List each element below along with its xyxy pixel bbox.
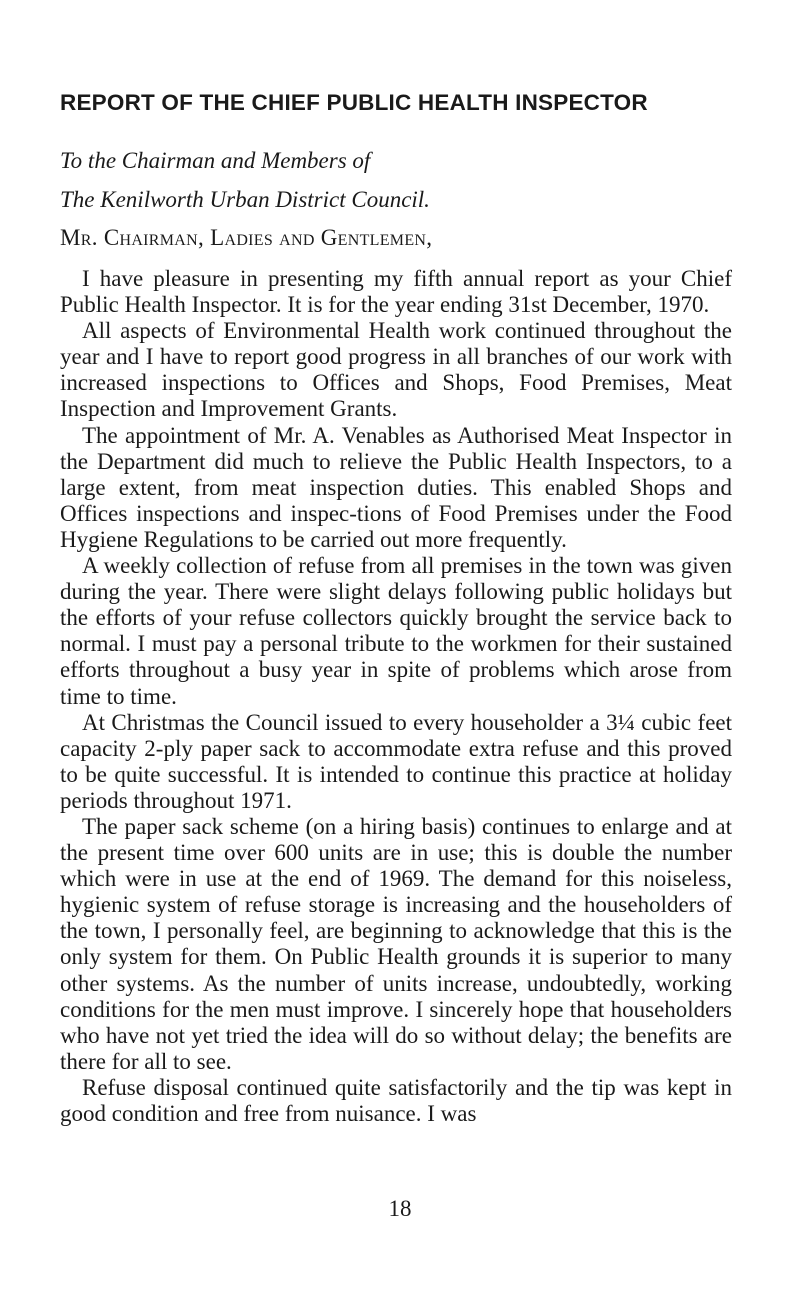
addressee-line-2: The Kenilworth Urban District Council.: [60, 187, 430, 212]
paragraph-christmas-sacks: At Christmas the Council issued to every householder a 3¼ cubic feet capacity 2-ply paper sack to accommodate extra refuse and this proved to be quite successful. It is intended to continue this practice at holiday periods throughout 1971.: [60, 709, 732, 813]
paragraph-meat-inspector: The appointment of Mr. A. Venables as Authorised Meat Inspector in the Department did much to relieve the Public Health Inspectors, to a large extent, from meat inspection duties. This enabled Shops and Offices inspections and inspec-tions of Food Premises under the Food Hygiene Regulations to be carried out more frequently.: [60, 422, 732, 552]
report-heading: REPORT OF THE CHIEF PUBLIC HEALTH INSPECTOR: [60, 90, 648, 115]
paragraph-paper-sack-scheme: The paper sack scheme (on a hiring basis) continues to enlarge and at the present time over 600 units are in use; this is double the number which were in use at the end of 1969. The demand for this noiseless, hygienic system of refuse storage is increasing and the householders of the town, I personally feel, are beginning to acknowledge that this is the only system for them. On Public Health grounds it is superior to many other systems. As the number of units increase, undoubtedly, working conditions for the men must improve. I sincerely hope that householders who have not yet tried the idea will do so without delay; the benefits are there for all to see.: [60, 813, 732, 1074]
addressee-block: [60, 141, 430, 219]
paragraph-refuse-disposal: Refuse disposal continued quite satisfactorily and the tip was kept in good condition and free from nuisance. I was: [60, 1074, 732, 1126]
report-body: [60, 266, 732, 1127]
addressee-line-1: To the Chairman and Members of: [60, 148, 371, 173]
paragraph-environmental-health: All aspects of Environmental Health work continued throughout the year and I have to report good progress in all branches of our work with increased inspections to Offices and Shops, Food Premises, Meat Inspection and Improvement Grants.: [60, 318, 732, 422]
paragraph-refuse-collection: A weekly collection of refuse from all premises in the town was given during the year. There were slight delays following public holidays but the efforts of your refuse collectors quickly brought the service back to normal. I must pay a personal tribute to the workmen for their sustained efforts throughout a busy year in spite of problems which arose from time to time.: [60, 553, 732, 709]
paragraph-fifth-annual-report: I have pleasure in presenting my fifth annual report as your Chief Public Health Inspector. It is for the year ending 31st December, 1970.: [60, 266, 732, 318]
page-number: 18: [388, 1196, 412, 1221]
salutation: Mr. Chairman, Ladies and Gentlemen,: [60, 225, 433, 250]
